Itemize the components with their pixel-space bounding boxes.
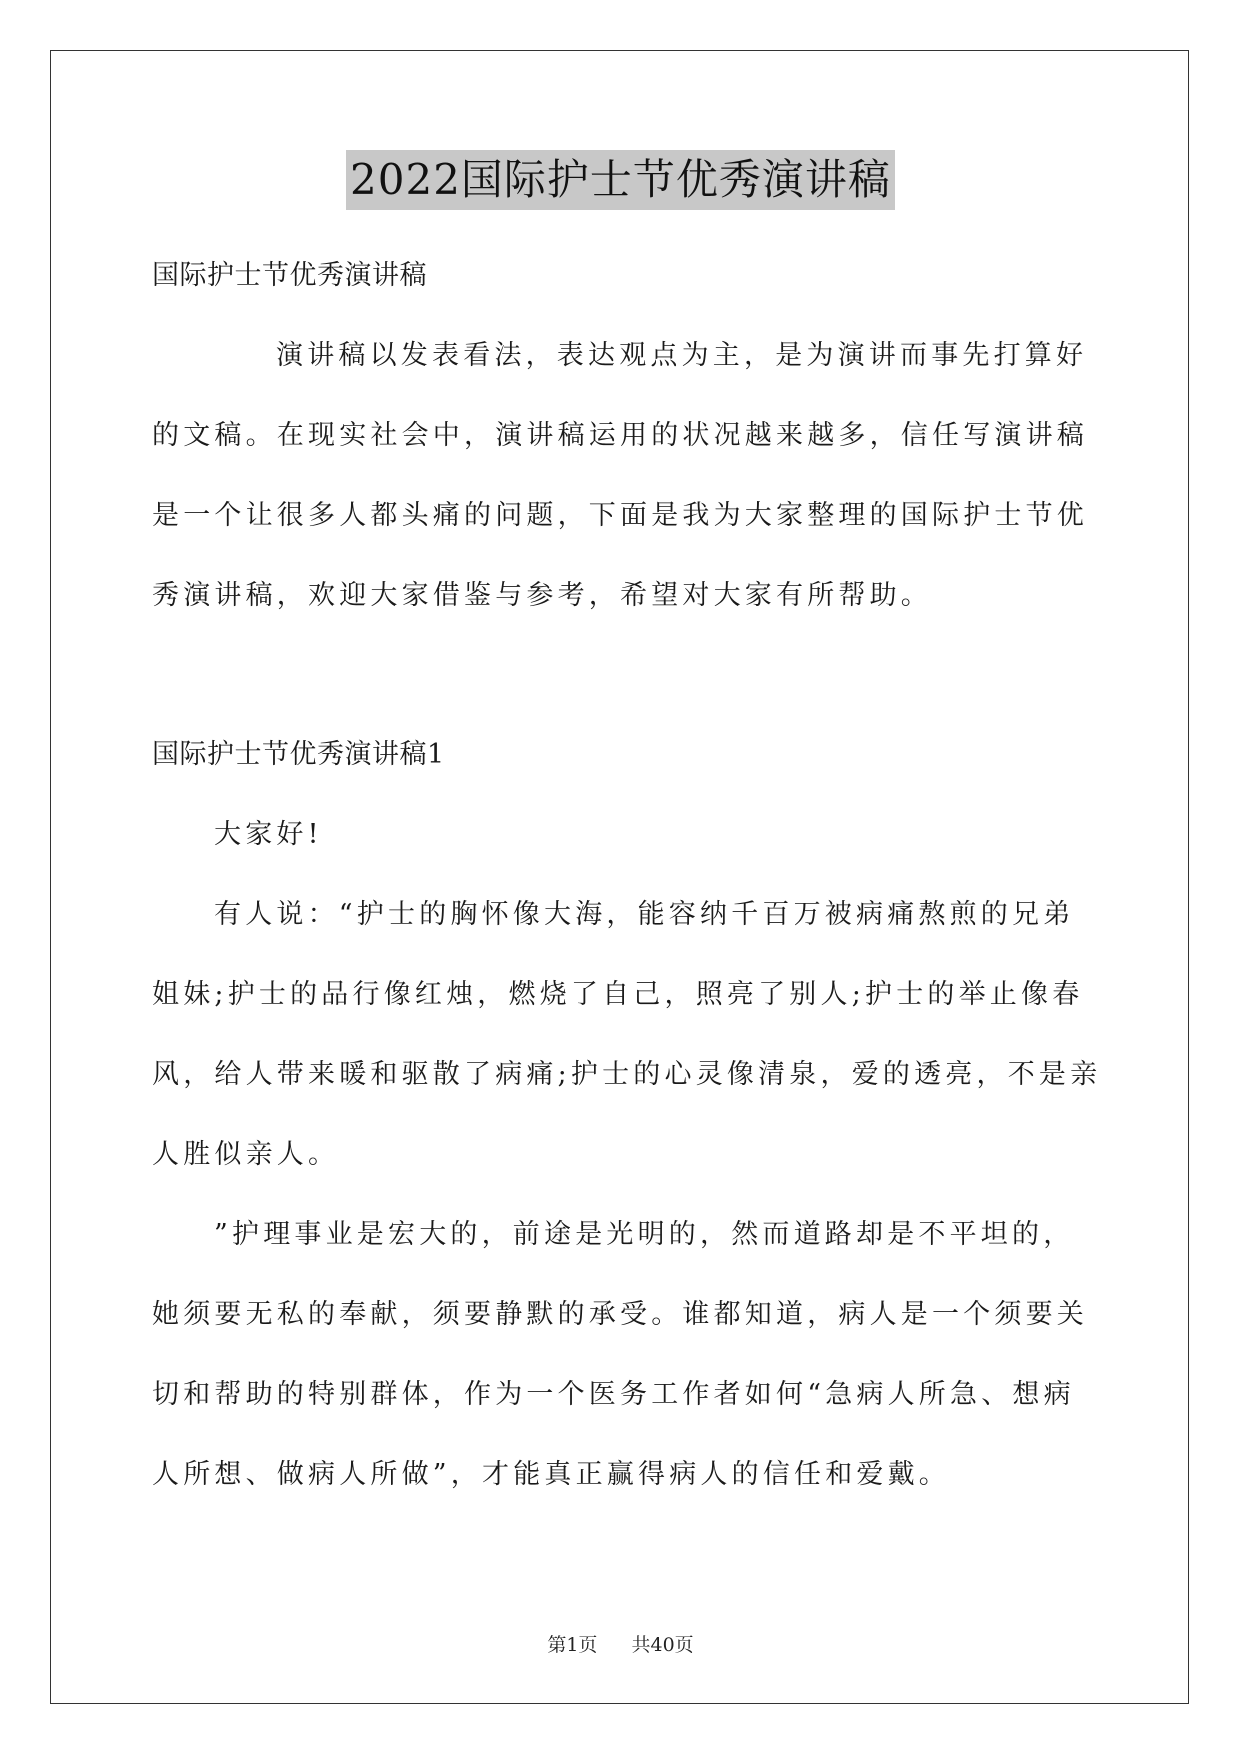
para1-line-3: 风，给人带来暖和驱散了病痛;护士的心灵像清泉，爱的透亮，不是亲 (152, 1059, 1102, 1090)
para2-line-2: 她须要无私的奉献，须要静默的承受。谁都知道，病人是一个须要关 (152, 1299, 1088, 1330)
section-spacer (152, 636, 1092, 715)
document-title: 2022国际护士节优秀演讲稿 (346, 150, 895, 210)
para2-line-4: 人所想、做病人所做”，才能真正赢得病人的信任和爱戴。 (152, 1459, 951, 1490)
intro-line-3: 是一个让很多人都头痛的问题，下面是我为大家整理的国际护士节优 (152, 500, 1088, 531)
para1-line-2: 姐妹;护士的品行像红烛，燃烧了自己，照亮了别人;护士的举止像春 (152, 979, 1084, 1010)
greeting: 大家好! (214, 819, 323, 850)
page-footer (0, 1630, 1241, 1657)
intro-line-1: 演讲稿以发表看法，表达观点为主，是为演讲而事先打算好 (276, 340, 1088, 371)
intro-line-4: 秀演讲稿，欢迎大家借鉴与参考，希望对大家有所帮助。 (152, 580, 932, 611)
para2-line-1: ”护理事业是宏大的，前途是光明的，然而道路却是不平坦的， (214, 1219, 1075, 1250)
page-total: 共40页 (631, 1634, 694, 1656)
document-body (152, 236, 1102, 1515)
para1-line-4: 人胜似亲人。 (152, 1139, 340, 1170)
page-number: 第1页 (547, 1634, 598, 1656)
title-container (0, 150, 1241, 210)
document-subtitle: 国际护士节优秀演讲稿 (152, 260, 427, 291)
para1-line-1: 有人说：“护士的胸怀像大海，能容纳千百万被病痛熬煎的兄弟 (214, 899, 1075, 930)
intro-line-2: 的文稿。在现实社会中，演讲稿运用的状况越来越多，信任写演讲稿 (152, 420, 1088, 451)
section-heading: 国际护士节优秀演讲稿1 (152, 739, 445, 770)
para2-line-3: 切和帮助的特别群体，作为一个医务工作者如何“急病人所急、想病 (152, 1379, 1075, 1410)
